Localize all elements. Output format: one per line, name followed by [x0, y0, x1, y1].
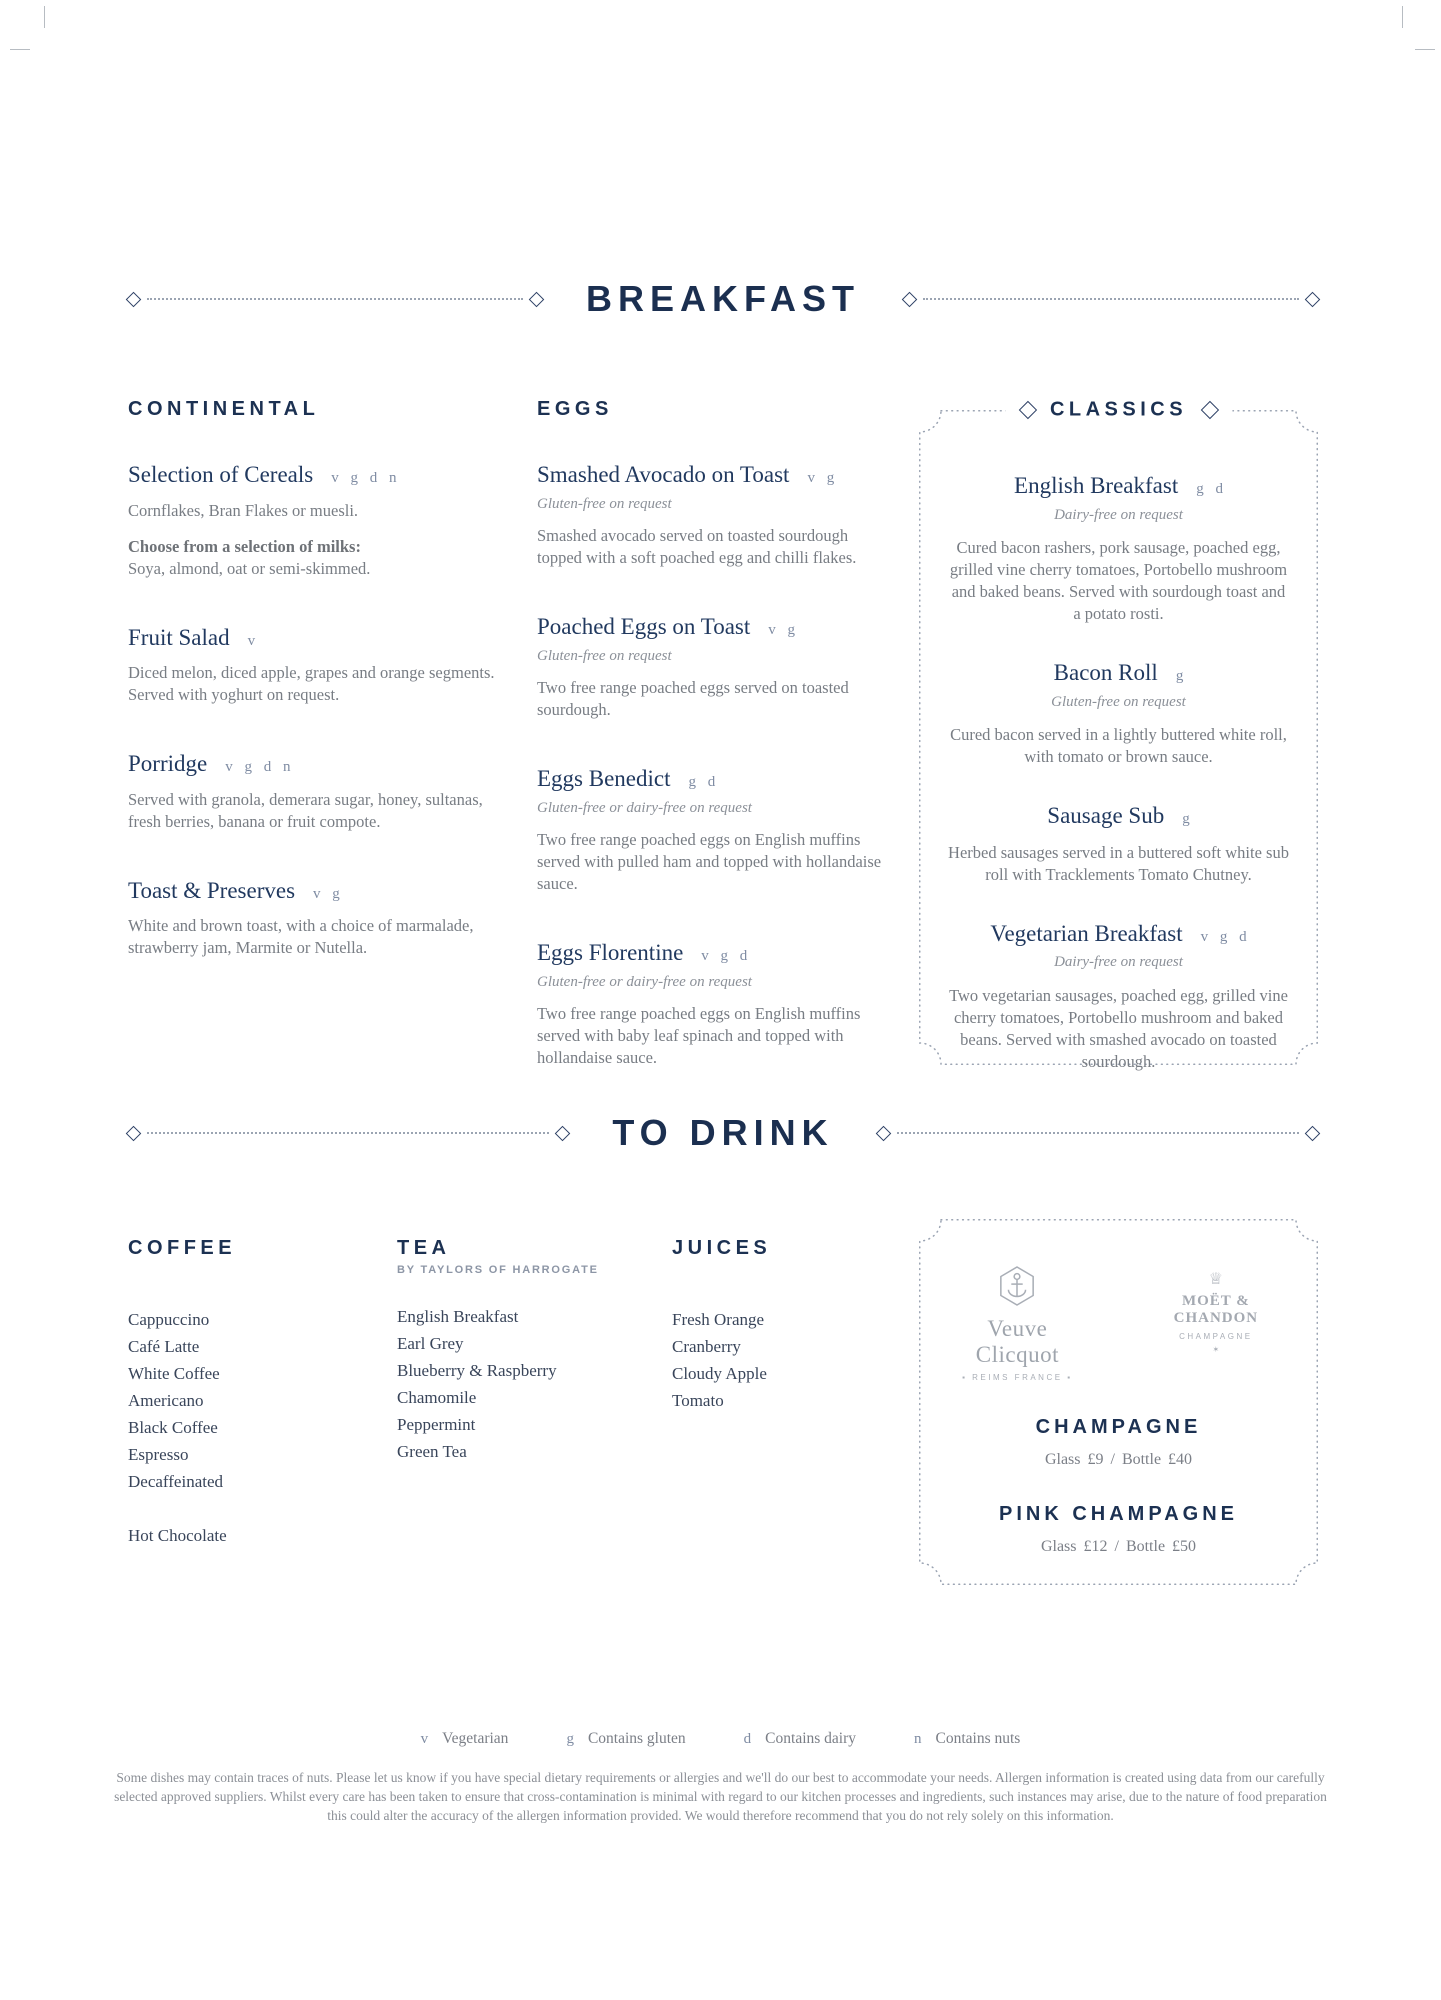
dish-description: Two vegetarian sausages, poached egg, grilled vine cherry tomatoes, Portobello mushroom and baked beans. Served with smashed avocado on toasted sourdough. [949, 985, 1288, 1071]
diamond-icon [875, 1125, 891, 1141]
eggs-column [537, 398, 889, 1113]
dish-description: Cured bacon served in a lightly buttered white roll, with tomato or brown sauce. [950, 725, 1287, 767]
dish-description: Two free range poached eggs on English muffins served with pulled ham and topped with hollandaise sauce. [537, 830, 882, 894]
breakfast-section [128, 398, 1318, 1113]
section-heading-eggs: EGGS [537, 398, 613, 420]
dish-name: English Breakfast [1014, 473, 1179, 498]
drink-item: Cranberry [672, 1337, 741, 1356]
dish-name: Toast & Preserves [128, 877, 296, 903]
drinks-section [128, 1219, 1318, 1585]
menu-item [128, 624, 498, 707]
diamond-icon [902, 291, 918, 307]
menu-item [947, 920, 1290, 1073]
menu-item [128, 461, 498, 580]
drink-item: Decaffeinated [128, 1472, 224, 1491]
menu-item [947, 802, 1290, 886]
diamond-icon [1200, 401, 1218, 419]
legend-item [744, 1730, 856, 1748]
drink-item: English Breakfast [397, 1307, 519, 1326]
dietary-markers: g [1175, 668, 1184, 685]
drink-item: Fresh Orange [672, 1310, 765, 1329]
menu-item [537, 461, 889, 569]
dietary-markers: g d [1196, 481, 1223, 497]
dotted-line [147, 1132, 549, 1134]
moet-chandon-logo [1138, 1265, 1294, 1354]
legend-label: Contains gluten [587, 1730, 686, 1747]
breakfast-header [128, 278, 1318, 320]
legend-label: Vegetarian [442, 1730, 509, 1747]
menu-item [128, 877, 498, 960]
dish-note: Gluten-free on request [1051, 693, 1186, 710]
brand-name: MOËT & CHANDON [1173, 1293, 1259, 1326]
legend-code: g [566, 1731, 574, 1747]
menu-item [537, 939, 889, 1069]
dotted-line [147, 298, 523, 300]
brand-name: Veuve Clicquot [975, 1316, 1059, 1367]
legend-label: Contains dairy [765, 1730, 857, 1747]
pink-champagne-price: Glass £12 / Bottle £50 [1040, 1538, 1197, 1555]
dish-name: Eggs Florentine [537, 940, 684, 966]
dietary-markers: v g d [1200, 928, 1247, 945]
dish-description: Herbed sausages served in a buttered soft white sub roll with Tracklements Tomato Chutney. [948, 842, 1289, 884]
dish-name: Selection of Cereals [128, 462, 314, 487]
dish-name: Sausage Sub [1047, 803, 1165, 829]
legend-item [566, 1730, 685, 1748]
dish-note: Dairy-free on request [1054, 954, 1183, 971]
dotted-line [897, 1132, 1299, 1134]
dish-name: Eggs Benedict [537, 766, 671, 792]
drink-item: Green Tea [397, 1442, 467, 1461]
veuve-clicquot-logo [943, 1265, 1092, 1382]
crown-icon: ♕ [1208, 1269, 1224, 1288]
dish-note: Gluten-free on request [537, 647, 672, 664]
drink-item: Cloudy Apple [672, 1364, 767, 1383]
drink-item: Blueberry & Raspberry [397, 1361, 557, 1380]
dietary-markers: v g d [701, 948, 748, 965]
dish-note: Gluten-free or dairy-free on request [537, 799, 752, 816]
legend-item [914, 1730, 1020, 1748]
dotted-rule-right [878, 1128, 1318, 1139]
classics-box [919, 398, 1318, 1113]
drink-item: Cappuccino [128, 1310, 210, 1329]
drink-item: Chamomile [397, 1388, 477, 1407]
dish-description: Soya, almond, oat or semi-skimmed. [128, 558, 371, 578]
dish-description: Two free range poached eggs served on toasted sourdough. [537, 678, 849, 720]
champagne-price: Glass £9 / Bottle £40 [1044, 1451, 1193, 1468]
dish-subtitle: Choose from a selection of milks: [128, 536, 361, 556]
section-heading-tea: TEA [397, 1237, 451, 1259]
drink-item: Black Coffee [128, 1418, 218, 1437]
menu-item [947, 472, 1290, 625]
diamond-icon [555, 1125, 571, 1141]
pink-champagne-heading: PINK CHAMPAGNE [999, 1503, 1238, 1525]
dotted-rule-left [128, 294, 542, 305]
dish-description: Served with granola, demerara sugar, honey, sultanas, fresh berries, banana or fruit compote. [128, 789, 483, 831]
brand-subtitle: ▪ REIMS FRANCE ▪ [943, 1373, 1092, 1382]
dietary-legend [0, 1730, 1441, 1748]
menu-item [128, 750, 498, 833]
diamond-icon [1305, 291, 1321, 307]
legend-code: v [420, 1731, 429, 1747]
drink-item: Tomato [672, 1391, 724, 1410]
dish-name: Vegetarian Breakfast [990, 920, 1183, 946]
section-heading-coffee: COFFEE [128, 1237, 237, 1259]
dish-name: Fruit Salad [128, 624, 230, 650]
dish-description: Cured bacon rashers, pork sausage, poached egg, grilled vine cherry tomatoes, Portobello mushroom and baked beans. Served with sourdough toast and a potato rosti. [949, 538, 1288, 624]
dish-name: Bacon Roll [1053, 660, 1158, 686]
crop-mark [10, 49, 30, 50]
dish-name: Poached Eggs on Toast [537, 614, 751, 640]
dietary-markers: v g [807, 470, 835, 486]
dish-note: Dairy-free on request [1054, 506, 1183, 523]
legend-label: Contains nuts [935, 1730, 1021, 1747]
dish-description: Cornflakes, Bran Flakes or muesli. [128, 500, 359, 520]
juices-column [672, 1219, 919, 1585]
crop-mark [1402, 6, 1403, 28]
drinks-title: TO DRINK [612, 1112, 834, 1153]
dish-description: White and brown toast, with a choice of marmalade, strawberry jam, Marmite or Nutella. [128, 916, 474, 958]
dietary-markers: v g d n [331, 470, 397, 486]
allergen-disclaimer: Some dishes may contain traces of nuts. Please let us know if you have special dietary requirements or allergies and we'll do our best to accommodate your needs. Allergen information is created using data from our carefully selected approved suppliers. Whilst every care has been taken to ensure that cross-contamination is minimal with regard to our kitchen processes and ingredients, such instances may arise, due to the nature of food preparation this could alter the accuracy of the allergen information provided. We would therefore recommend that you do not rely solely on this information. [114, 1770, 1327, 1823]
classics-title-row [1005, 399, 1232, 422]
section-heading-continental: CONTINENTAL [128, 398, 320, 420]
drink-item: Earl Grey [397, 1334, 464, 1353]
dish-name: Smashed Avocado on Toast [537, 462, 790, 487]
dotted-line [923, 298, 1299, 300]
dietary-markers: g d [688, 774, 716, 791]
dotted-rule-left [128, 1128, 568, 1139]
legend-code: d [743, 1731, 752, 1747]
dish-description: Smashed avocado served on toasted sourdough topped with a soft poached egg and chilli flakes. [537, 526, 857, 568]
menu-item [537, 765, 889, 895]
tea-column [397, 1219, 672, 1585]
drink-item: Espresso [128, 1445, 189, 1464]
continental-column [128, 398, 498, 1113]
anchor-badge-icon [998, 1265, 1036, 1307]
section-heading-classics: CLASSICS [1049, 398, 1188, 421]
dietary-markers: v g [768, 622, 795, 639]
legend-item [421, 1730, 509, 1748]
section-heading-juices: JUICES [672, 1237, 772, 1259]
diamond-icon [1305, 1125, 1321, 1141]
diamond-icon [126, 291, 142, 307]
dietary-markers: v [247, 632, 256, 649]
dish-description: Diced melon, diced apple, grapes and orange segments. Served with yoghurt on request. [128, 663, 495, 705]
dish-name: Porridge [128, 751, 208, 777]
diamond-icon [1018, 401, 1036, 419]
crop-mark [44, 6, 45, 28]
dish-note: Gluten-free or dairy-free on request [537, 973, 752, 990]
drink-item: Hot Chocolate [128, 1526, 227, 1545]
champagne-box [919, 1219, 1318, 1585]
menu-item [947, 659, 1290, 768]
coffee-column [128, 1219, 397, 1585]
dietary-markers: v g [313, 885, 340, 902]
dietary-markers: v g d n [225, 759, 291, 776]
champagne-heading: CHAMPAGNE [1035, 1416, 1202, 1438]
drink-item: Café Latte [128, 1337, 200, 1356]
drink-item: Peppermint [397, 1415, 476, 1434]
tea-subheading: BY TAYLORS OF HARROGATE [397, 1264, 599, 1276]
crop-mark [1415, 49, 1435, 50]
brand-subtitle: CHAMPAGNE [1179, 1332, 1253, 1341]
dish-description: Two free range poached eggs on English muffins served with baby leaf spinach and topped with hollandaise sauce. [537, 1004, 861, 1068]
diamond-icon [126, 1125, 142, 1141]
legend-code: n [914, 1731, 922, 1747]
todrink-header [128, 1112, 1318, 1154]
drink-item: Americano [128, 1391, 204, 1410]
dotted-rule-right [904, 294, 1318, 305]
page-title: BREAKFAST [586, 278, 861, 319]
star-icon: ✶ [1212, 1345, 1220, 1354]
dish-note: Gluten-free on request [537, 495, 672, 512]
drink-item: White Coffee [128, 1364, 220, 1383]
diamond-icon [529, 291, 545, 307]
dietary-markers: g [1182, 811, 1190, 828]
champagne-logos [943, 1265, 1294, 1382]
menu-item [537, 613, 889, 721]
